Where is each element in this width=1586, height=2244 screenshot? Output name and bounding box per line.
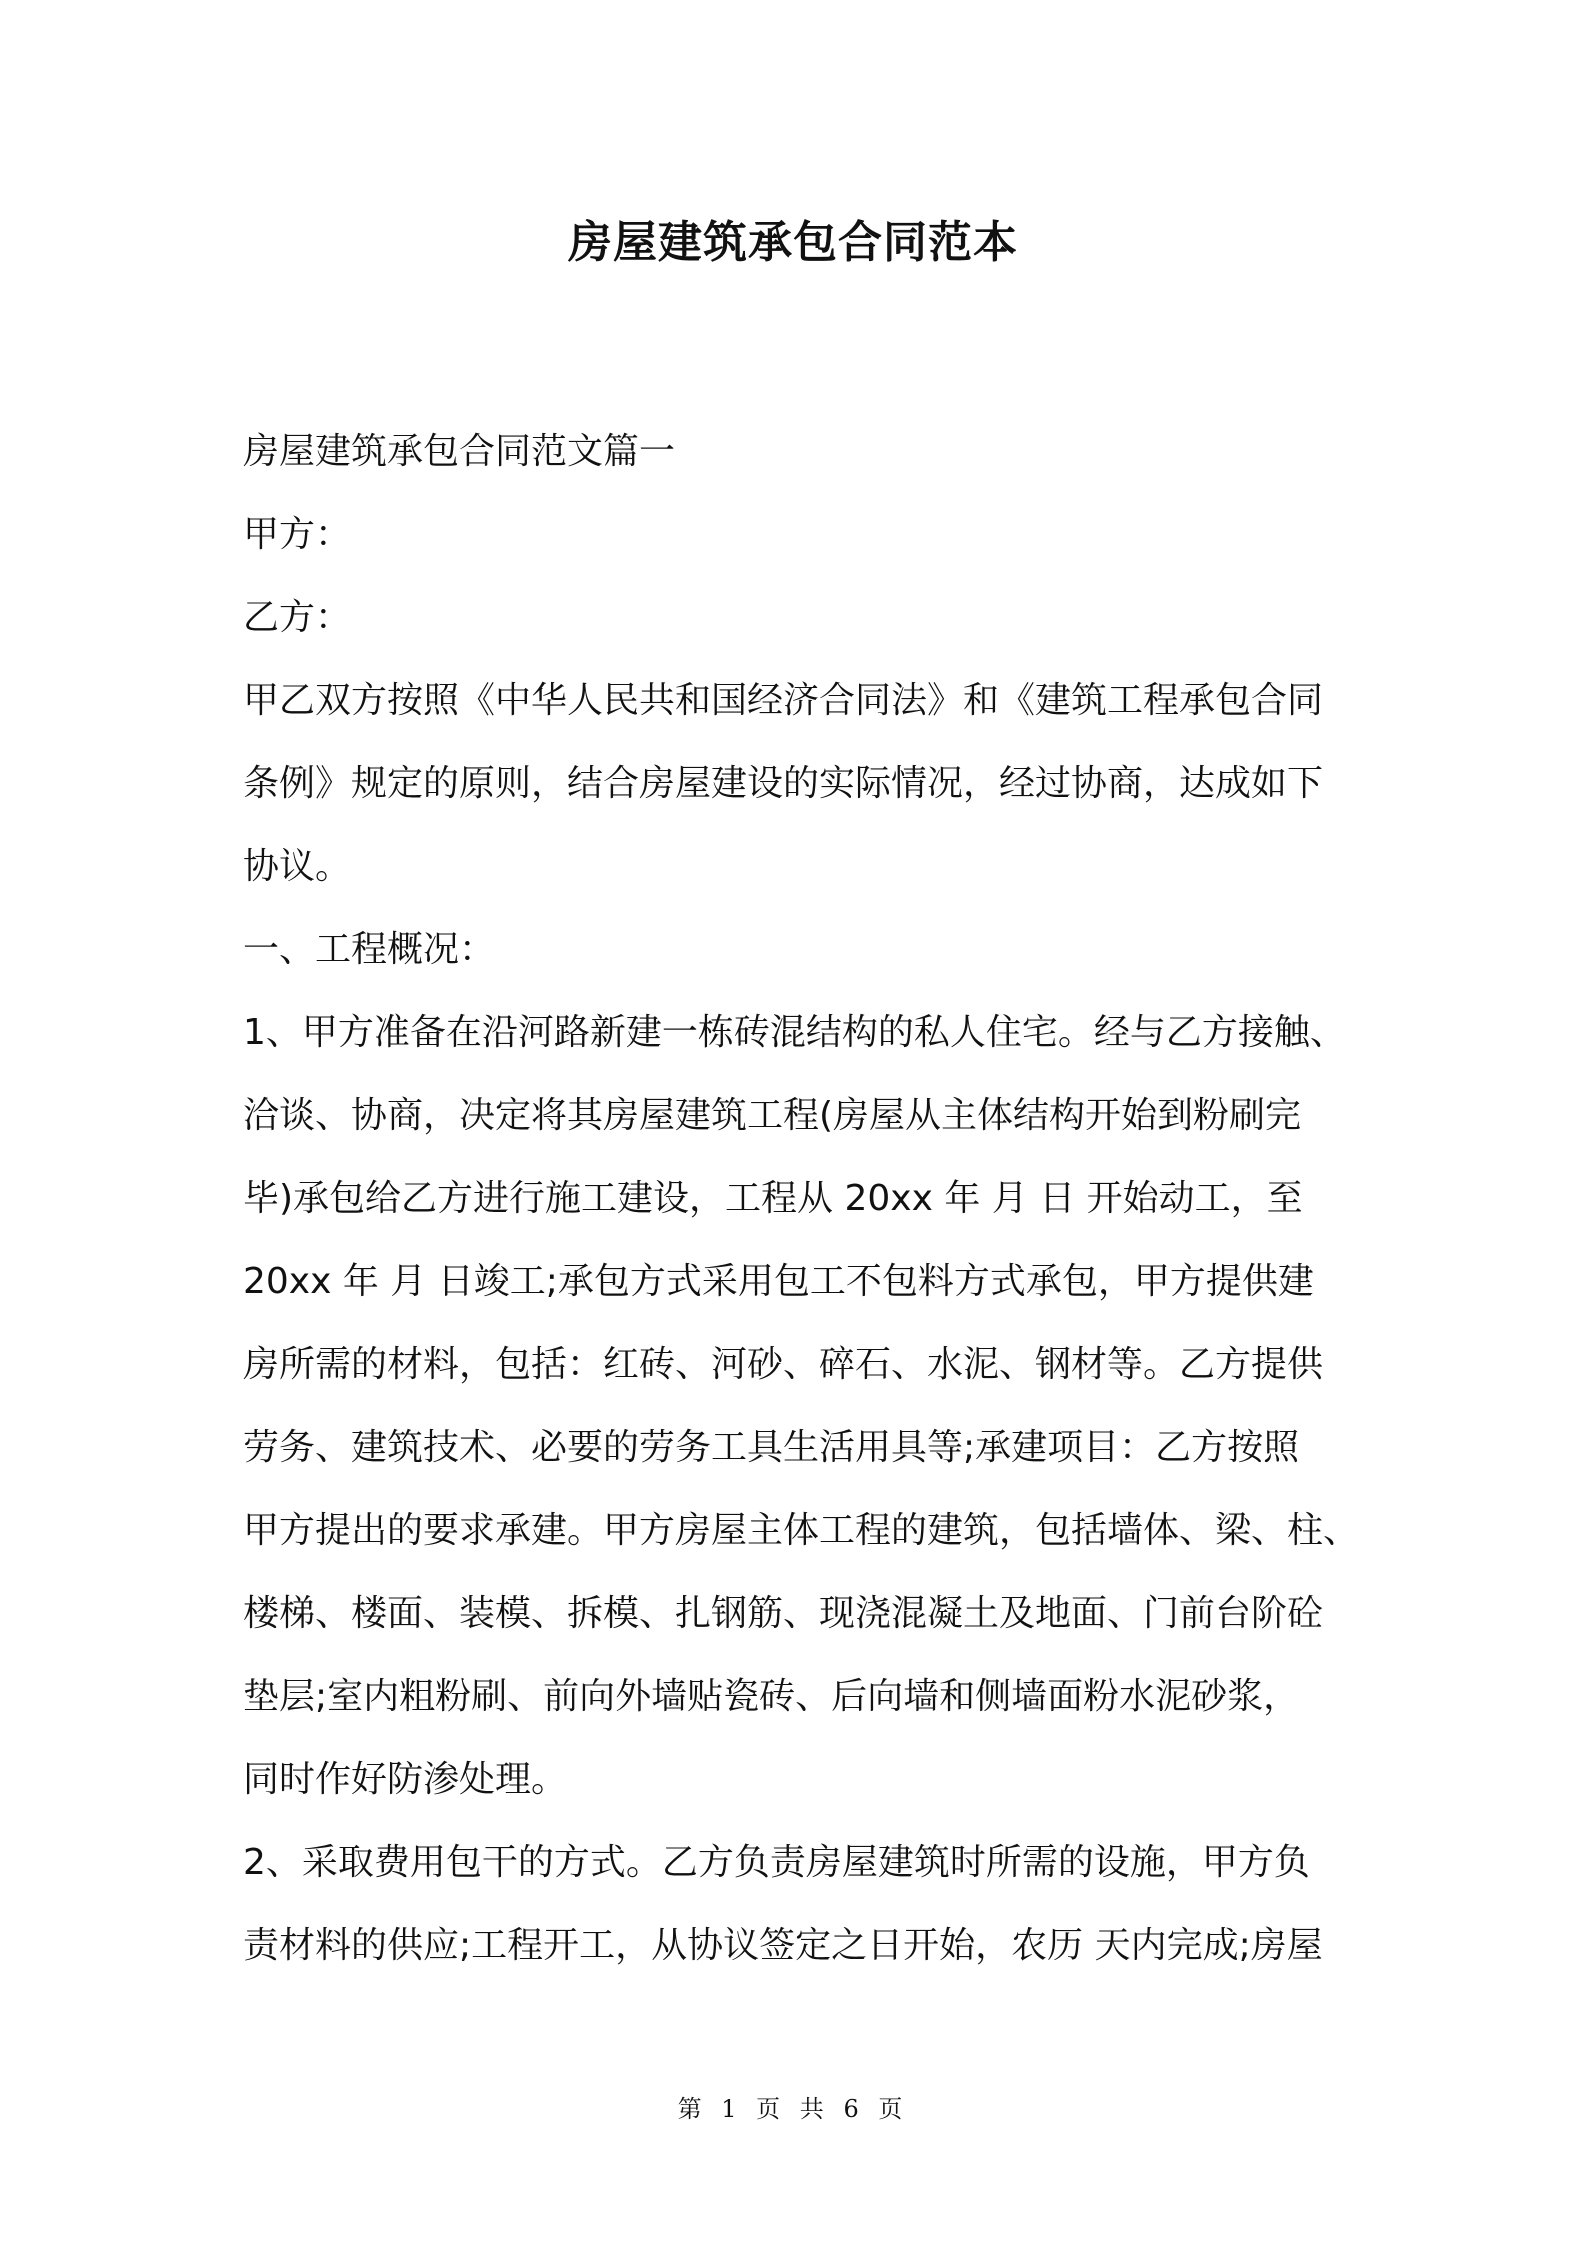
clause-2-line-2: 责材料的供应;工程开工，从协议签定之日开始，农历 天内完成;房屋	[243, 1925, 1323, 1966]
clause-1-line-7: 甲方提出的要求承建。甲方房屋主体工程的建筑，包括墙体、梁、柱、	[243, 1510, 1360, 1551]
party-b-line: 乙方：	[243, 597, 352, 638]
heading-article-one: 房屋建筑承包合同范文篇一	[243, 431, 676, 472]
clause-1-line-1: 1、甲方准备在沿河路新建一栋砖混结构的私人住宅。经与乙方接触、	[243, 1012, 1346, 1053]
clause-2-line-1: 2、采取费用包干的方式。乙方负责房屋建筑时所需的设施，甲方负	[243, 1842, 1310, 1883]
party-a-line: 甲方：	[243, 514, 352, 555]
clause-1-line-4: 20xx 年 月 日竣工;承包方式采用包工不包料方式承包，甲方提供建	[243, 1261, 1314, 1302]
clause-1-line-9: 垫层;室内粗粉刷、前向外墙贴瓷砖、后向墙和侧墙面粉水泥砂浆，	[243, 1676, 1300, 1717]
preamble-line-3: 协议。	[243, 846, 352, 887]
clause-1-line-8: 楼梯、楼面、装模、拆模、扎钢筋、现浇混凝土及地面、门前台阶砼	[243, 1593, 1324, 1634]
section-heading-overview: 一、工程概况：	[243, 929, 496, 970]
clause-1-line-10: 同时作好防渗处理。	[243, 1759, 568, 1800]
clause-1-line-3: 毕)承包给乙方进行施工建设，工程从 20xx 年 月 日 开始动工，至	[243, 1178, 1303, 1219]
preamble-line-1: 甲乙双方按照《中华人民共和国经济合同法》和《建筑工程承包合同	[243, 680, 1324, 721]
document-title: 房屋建筑承包合同范本	[568, 217, 1018, 268]
document-body	[243, 410, 1363, 1987]
page-number-footer: 第 1 页 共 6 页	[677, 2095, 909, 2123]
preamble-line-2: 条例》规定的原则，结合房屋建设的实际情况，经过协商，达成如下	[243, 763, 1324, 804]
clause-1-line-2: 洽谈、协商，决定将其房屋建筑工程(房屋从主体结构开始到粉刷完	[243, 1095, 1302, 1136]
clause-1-line-5: 房所需的材料，包括：红砖、河砂、碎石、水泥、钢材等。乙方提供	[243, 1344, 1324, 1385]
clause-1-line-6: 劳务、建筑技术、必要的劳务工具生活用具等;承建项目：乙方按照	[243, 1427, 1300, 1468]
